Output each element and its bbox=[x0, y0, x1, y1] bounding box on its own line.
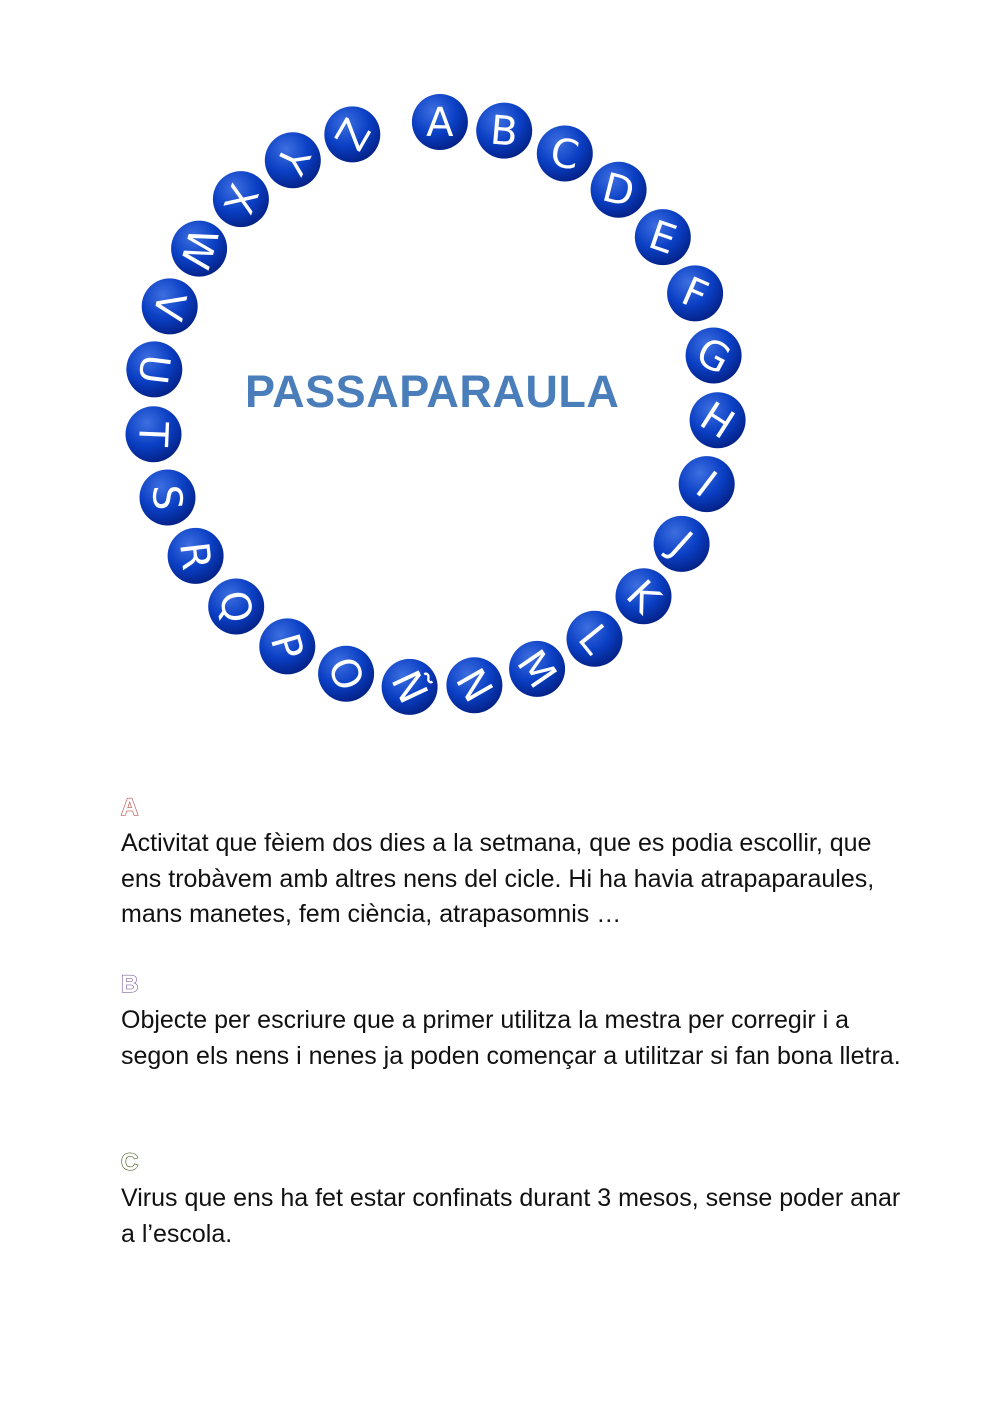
letter-ball-e bbox=[635, 209, 691, 265]
letter-ball-z bbox=[324, 106, 380, 162]
clue-letter: B bbox=[121, 971, 139, 998]
ball-letter: T bbox=[129, 420, 176, 448]
clue-text: Objecte per escriure que a primer utilitza la mestra per corregir i a segon els nens i nenes ja poden començar a utilitzar si fan bona lletra. bbox=[121, 1006, 901, 1070]
clue-b bbox=[121, 971, 911, 1074]
ball-letter: F bbox=[675, 268, 715, 320]
clue-letter: A bbox=[121, 794, 139, 821]
letter-ball-j bbox=[654, 516, 710, 572]
letter-ball-v bbox=[142, 278, 198, 334]
letter-ball-m bbox=[508, 641, 566, 697]
ball-letter: G bbox=[688, 328, 738, 384]
letter-ball-w bbox=[171, 221, 228, 277]
ball-letter: A bbox=[426, 99, 454, 147]
ball-letter: E bbox=[643, 212, 682, 264]
ball-letter: C bbox=[547, 129, 583, 180]
letter-ball-f bbox=[667, 265, 723, 321]
letter-ball-y bbox=[265, 132, 321, 188]
ball-letter: M bbox=[507, 642, 566, 697]
ball-letter: H bbox=[691, 393, 743, 449]
ball-letter: K bbox=[617, 571, 669, 623]
ball-letter: J bbox=[661, 523, 701, 566]
letter-ball-t bbox=[126, 406, 182, 462]
letter-ball-x bbox=[213, 171, 269, 227]
ball-letter: V bbox=[143, 288, 195, 325]
letter-ball-c bbox=[537, 126, 593, 182]
letter-ball-r bbox=[168, 528, 224, 584]
letter-ball-u bbox=[126, 341, 182, 397]
letter-ball-q bbox=[208, 579, 264, 635]
letter-ball-k bbox=[616, 568, 672, 624]
ball-letter: Z bbox=[324, 110, 379, 158]
ball-letter: N bbox=[446, 661, 501, 711]
ball-letter: W bbox=[170, 222, 226, 274]
ball-letter: I bbox=[687, 463, 725, 507]
letter-ball-l bbox=[567, 611, 623, 667]
clue-letter: C bbox=[121, 1149, 139, 1176]
letter-ball-d bbox=[591, 162, 647, 218]
ball-letter: B bbox=[488, 107, 520, 156]
ball-letter: Q bbox=[209, 586, 261, 627]
ball-letter: R bbox=[170, 539, 220, 573]
ball-letter: L bbox=[568, 616, 619, 663]
letter-ball-o bbox=[318, 646, 374, 702]
clue-c bbox=[121, 1149, 911, 1252]
letter-ball-n bbox=[446, 657, 502, 713]
ball-letter: Y bbox=[265, 138, 318, 181]
clue-text: Virus que ens ha fet estar confinats durant 3 mesos, sense poder anar a l’escola. bbox=[121, 1184, 901, 1248]
letter-ball-h bbox=[690, 392, 746, 448]
ball-letter: X bbox=[213, 177, 267, 220]
page-title: PASSAPARAULA bbox=[245, 366, 620, 417]
letter-ball-s bbox=[140, 470, 196, 526]
letter-ball-p bbox=[259, 618, 315, 674]
clue-text: Activitat que fèiem dos dies a la setmana, que es podia escollir, que ens trobàvem amb altres nens del cicle. Hi ha havia atrapaparaules, mans manetes, fem ciència, atrapasomnis … bbox=[121, 829, 875, 928]
ball-letter: O bbox=[318, 651, 373, 697]
letter-ball-i bbox=[679, 456, 735, 512]
ball-letter: P bbox=[260, 628, 312, 665]
clue-a bbox=[121, 794, 911, 933]
ball-letter: U bbox=[128, 351, 178, 387]
ball-letter: S bbox=[143, 483, 190, 512]
letter-ball-g bbox=[686, 328, 742, 384]
ball-letter: Ñ bbox=[381, 663, 436, 711]
ball-letter: D bbox=[597, 164, 639, 217]
letter-ball-a bbox=[412, 94, 468, 150]
letter-ball-ñ bbox=[382, 659, 438, 715]
letter-ball-b bbox=[476, 103, 532, 159]
